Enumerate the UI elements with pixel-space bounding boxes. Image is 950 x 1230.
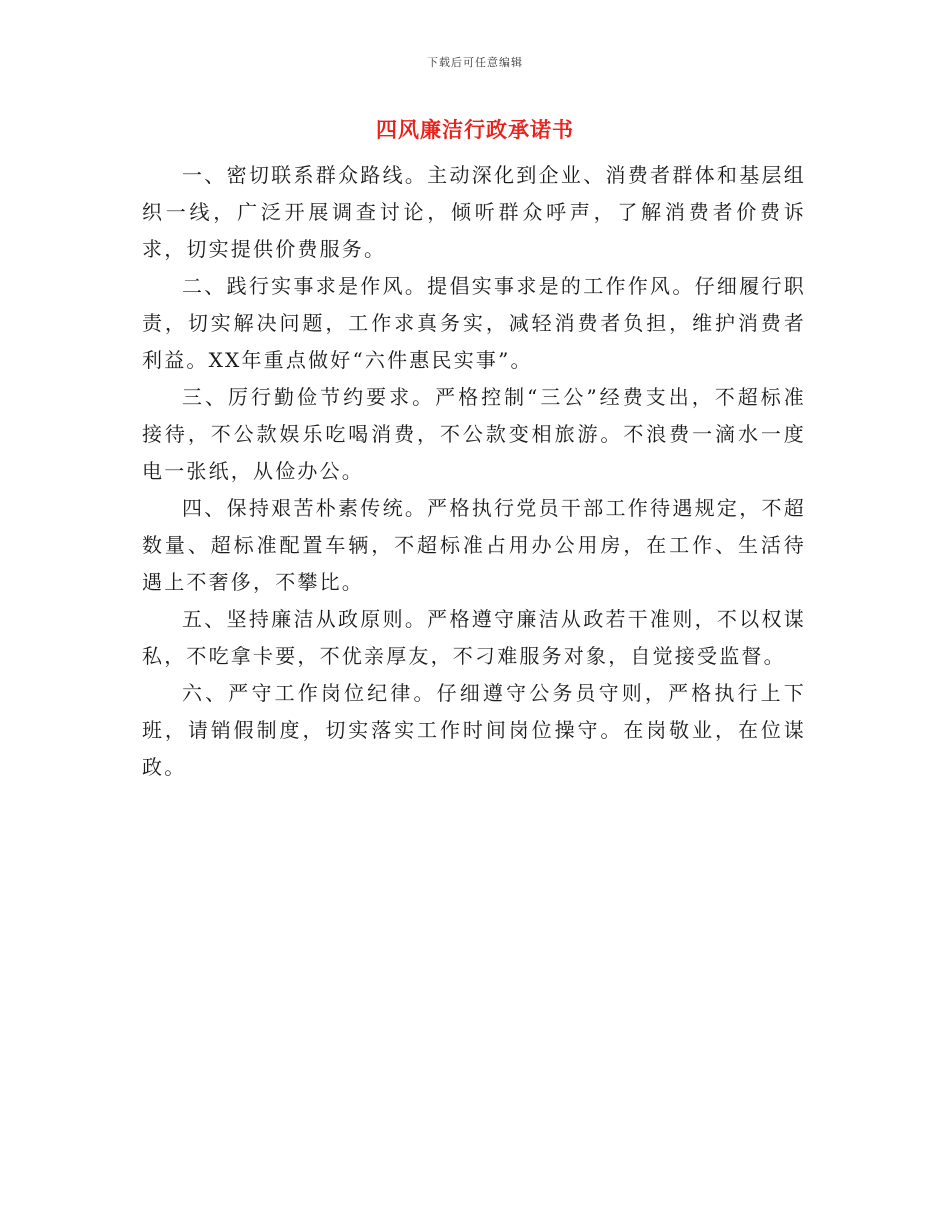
paragraph-3: 三、厉行勤俭节约要求。严格控制“三公”经费支出，不超标准接待，不公款娱乐吃喝消费，不公款变相旅游。不浪费一滴水一度电一张纸，从俭办公。 — [142, 385, 806, 483]
paragraph-2: 二、践行实事求是作风。提倡实事求是的工作作风。仔细履行职责，切实解决问题，工作求真务实，减轻消费者负担，维护消费者利益。XX年重点做好“六件惠民实事”。 — [142, 274, 806, 372]
header-note: 下载后可任意编辑 — [427, 56, 523, 69]
document-body — [142, 157, 806, 786]
paragraph-6: 六、严守工作岗位纪律。仔细遵守公务员守则，严格执行上下班，请销假制度，切实落实工作时间岗位操守。在岗敬业，在位谋政。 — [142, 681, 806, 779]
paragraph-1: 一、密切联系群众路线。主动深化到企业、消费者群体和基层组织一线，广泛开展调查讨论，倾听群众呼声，了解消费者价费诉求，切实提供价费服务。 — [142, 163, 806, 261]
document-title: 四风廉洁行政承诺书 — [376, 117, 574, 142]
paragraph-4: 四、保持艰苦朴素传统。严格执行党员干部工作待遇规定，不超数量、超标准配置车辆，不超标准占用办公用房，在工作、生活待遇上不奢侈，不攀比。 — [142, 496, 806, 594]
paragraph-5: 五、坚持廉洁从政原则。严格遵守廉洁从政若干准则，不以权谋私，不吃拿卡要，不优亲厚友，不刁难服务对象，自觉接受监督。 — [142, 607, 806, 668]
